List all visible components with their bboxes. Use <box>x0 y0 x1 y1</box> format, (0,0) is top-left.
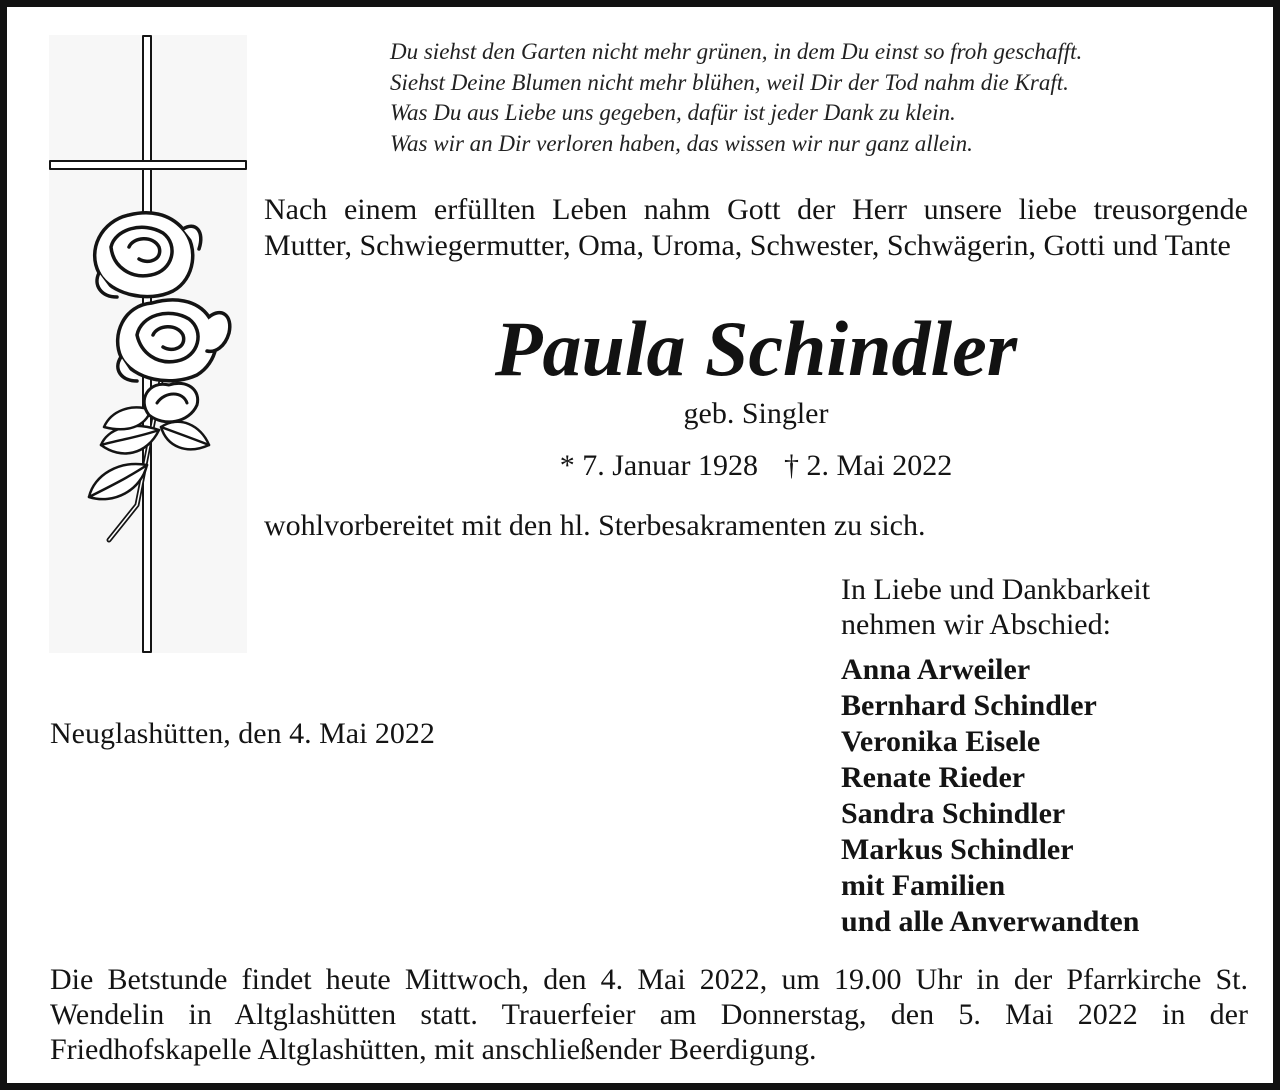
sacraments-line: wohlvorbereitet mit den hl. Sterbesakramenten zu sich. <box>264 509 926 542</box>
birth-date: * 7. Januar 1928 <box>559 449 758 482</box>
poem-line: Was wir an Dir verloren haben, das wissen wir nur ganz allein. <box>390 130 973 156</box>
mourner-name: und alle Anverwandten <box>841 905 1140 938</box>
mourner-name: mit Familien <box>841 869 1006 902</box>
maiden-name: geb. Singler <box>683 397 829 430</box>
death-date: † 2. Mai 2022 <box>783 449 953 482</box>
farewell-text <box>841 572 1261 642</box>
service-notice: Die Betstunde findet heute Mittwoch, den 4. Mai 2022, um 19.00 Uhr in der Pfarrkirche St. Wendelin in Altglashütten statt. Trauerfeier am Donnerstag, den 5. Mai 2022 in der Friedhofskapelle Altglashütten, mit anschließender Beerdigung. <box>50 963 1248 1066</box>
mourner-name: Anna Arweiler <box>841 653 1031 686</box>
mourner-name: Sandra Schindler <box>841 797 1066 830</box>
mourner-name: Veronika Eisele <box>841 725 1041 758</box>
mourner-name: Markus Schindler <box>841 833 1074 866</box>
poem-line: Du siehst den Garten nicht mehr grünen, in dem Du einst so froh geschafft. <box>390 39 1083 64</box>
memorial-poem <box>390 37 1270 159</box>
place-and-date: Neuglashütten, den 4. Mai 2022 <box>50 717 435 750</box>
poem-line: Siehst Deine Blumen nicht mehr blühen, weil Dir der Tod nahm die Kraft. <box>390 69 1069 95</box>
mourner-name: Renate Rieder <box>841 761 1026 794</box>
cross-with-roses-icon <box>49 35 247 653</box>
deceased-name: Paula Schindler <box>494 305 1018 392</box>
mourner-name: Bernhard Schindler <box>841 689 1097 722</box>
poem-line: Was Du aus Liebe uns gegeben, dafür ist jeder Dank zu klein. <box>390 100 956 125</box>
farewell-line: nehmen wir Abschied: <box>841 608 1111 641</box>
farewell-line: In Liebe und Dankbarkeit <box>841 573 1151 606</box>
announcement-intro: Nach einem erfüllten Leben nahm Gott der Herr unsere liebe treusorgende Mutter, Schwiegermutter, Oma, Uroma, Schwester, Schwägerin, Gotti und Tante <box>264 193 1248 262</box>
mourners-list <box>841 652 1271 940</box>
life-dates <box>264 449 1248 483</box>
